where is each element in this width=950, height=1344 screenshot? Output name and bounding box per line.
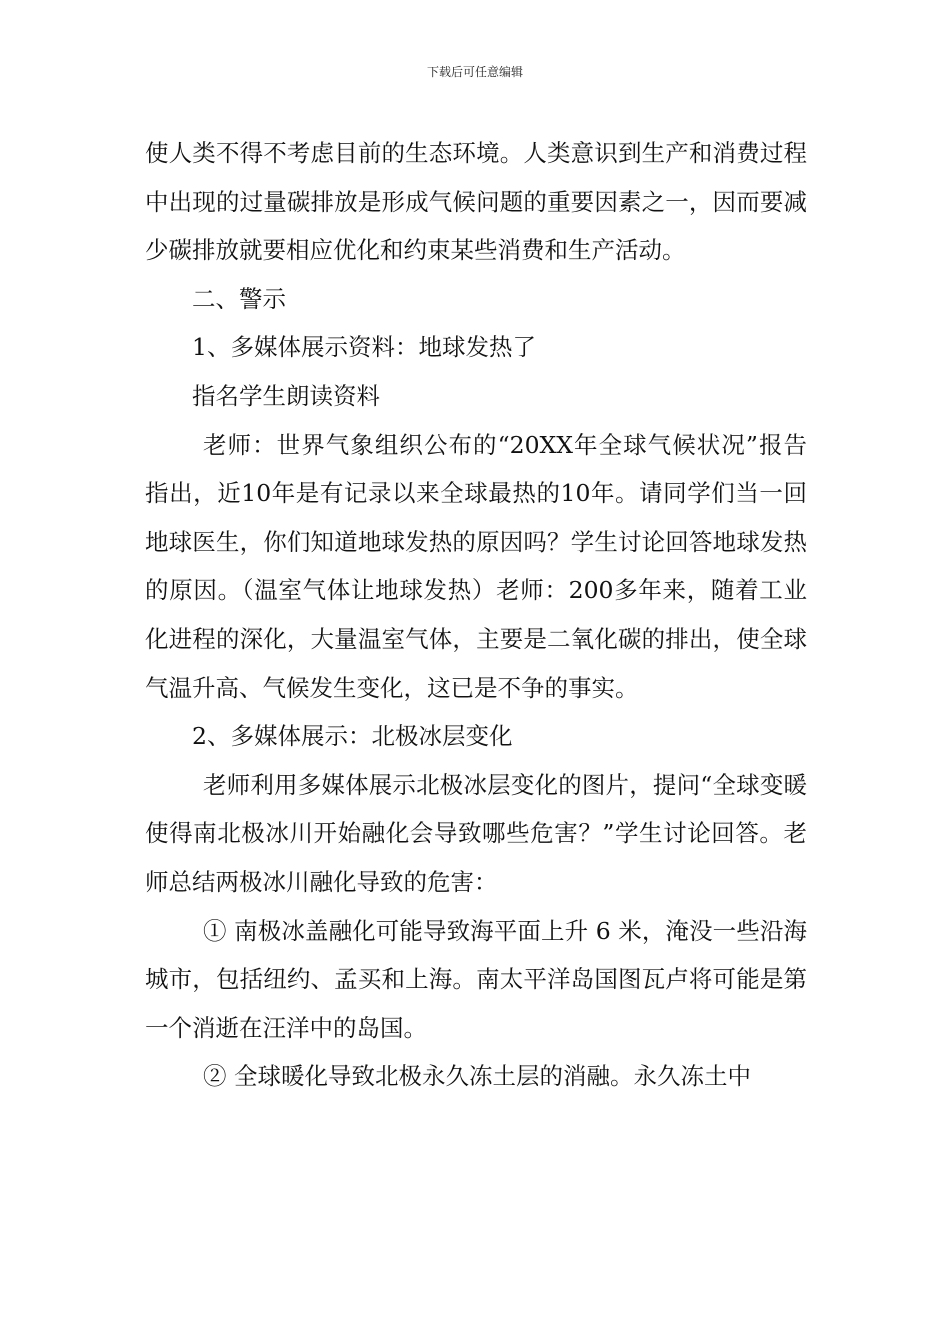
paragraph-teacher-report: 老师：世界气象组织公布的“20XX年全球气候状况”报告指出，近10年是有记录以来全球最热的10年。请同学们当一回地球医生，你们知道地球发热的原因吗？学生讨论回答地球发热的原因。（温室气体让地球发热）老师：200多年来，随着工业化进程的深化，大量温室气体，主要是二氧化碳的排出，使全球气温升高、气候发生变化，这已是不争的事实。 [145, 430, 807, 702]
section-heading-warning: 二、警示 [192, 284, 286, 313]
paragraph-student-reading: 指名学生朗读资料 [192, 381, 380, 410]
paragraph-hazard-1: ① 南极冰盖融化可能导致海平面上升 6 米，淹没一些沿海城市，包括纽约、孟买和上海。南太平洋岛国图瓦卢将可能是第一个消逝在汪洋中的岛国。 [145, 916, 807, 1042]
item-heading-earth-fever: 1、多媒体展示资料：地球发热了 [192, 333, 536, 362]
paragraph-teacher-question: 老师利用多媒体展示北极冰层变化的图片，提问“全球变暖使得南北极冰川开始融化会导致哪些危害？”学生讨论回答。老师总结两极冰川融化导致的危害： [145, 770, 807, 896]
paragraph-hazard-2: ② 全球暖化导致北极永久冻土层的消融。永久冻土中 [203, 1062, 751, 1091]
item-heading-arctic-ice: 2、多媒体展示：北极冰层变化 [192, 722, 513, 751]
document-body [145, 129, 807, 1101]
page-header: 下载后可任意编辑 [426, 65, 523, 79]
paragraph-continuation: 使人类不得不考虑目前的生态环境。人类意识到生产和消费过程中出现的过量碳排放是形成气候问题的重要因素之一，因而要减少碳排放就要相应优化和约束某些消费和生产活动。 [145, 139, 807, 265]
